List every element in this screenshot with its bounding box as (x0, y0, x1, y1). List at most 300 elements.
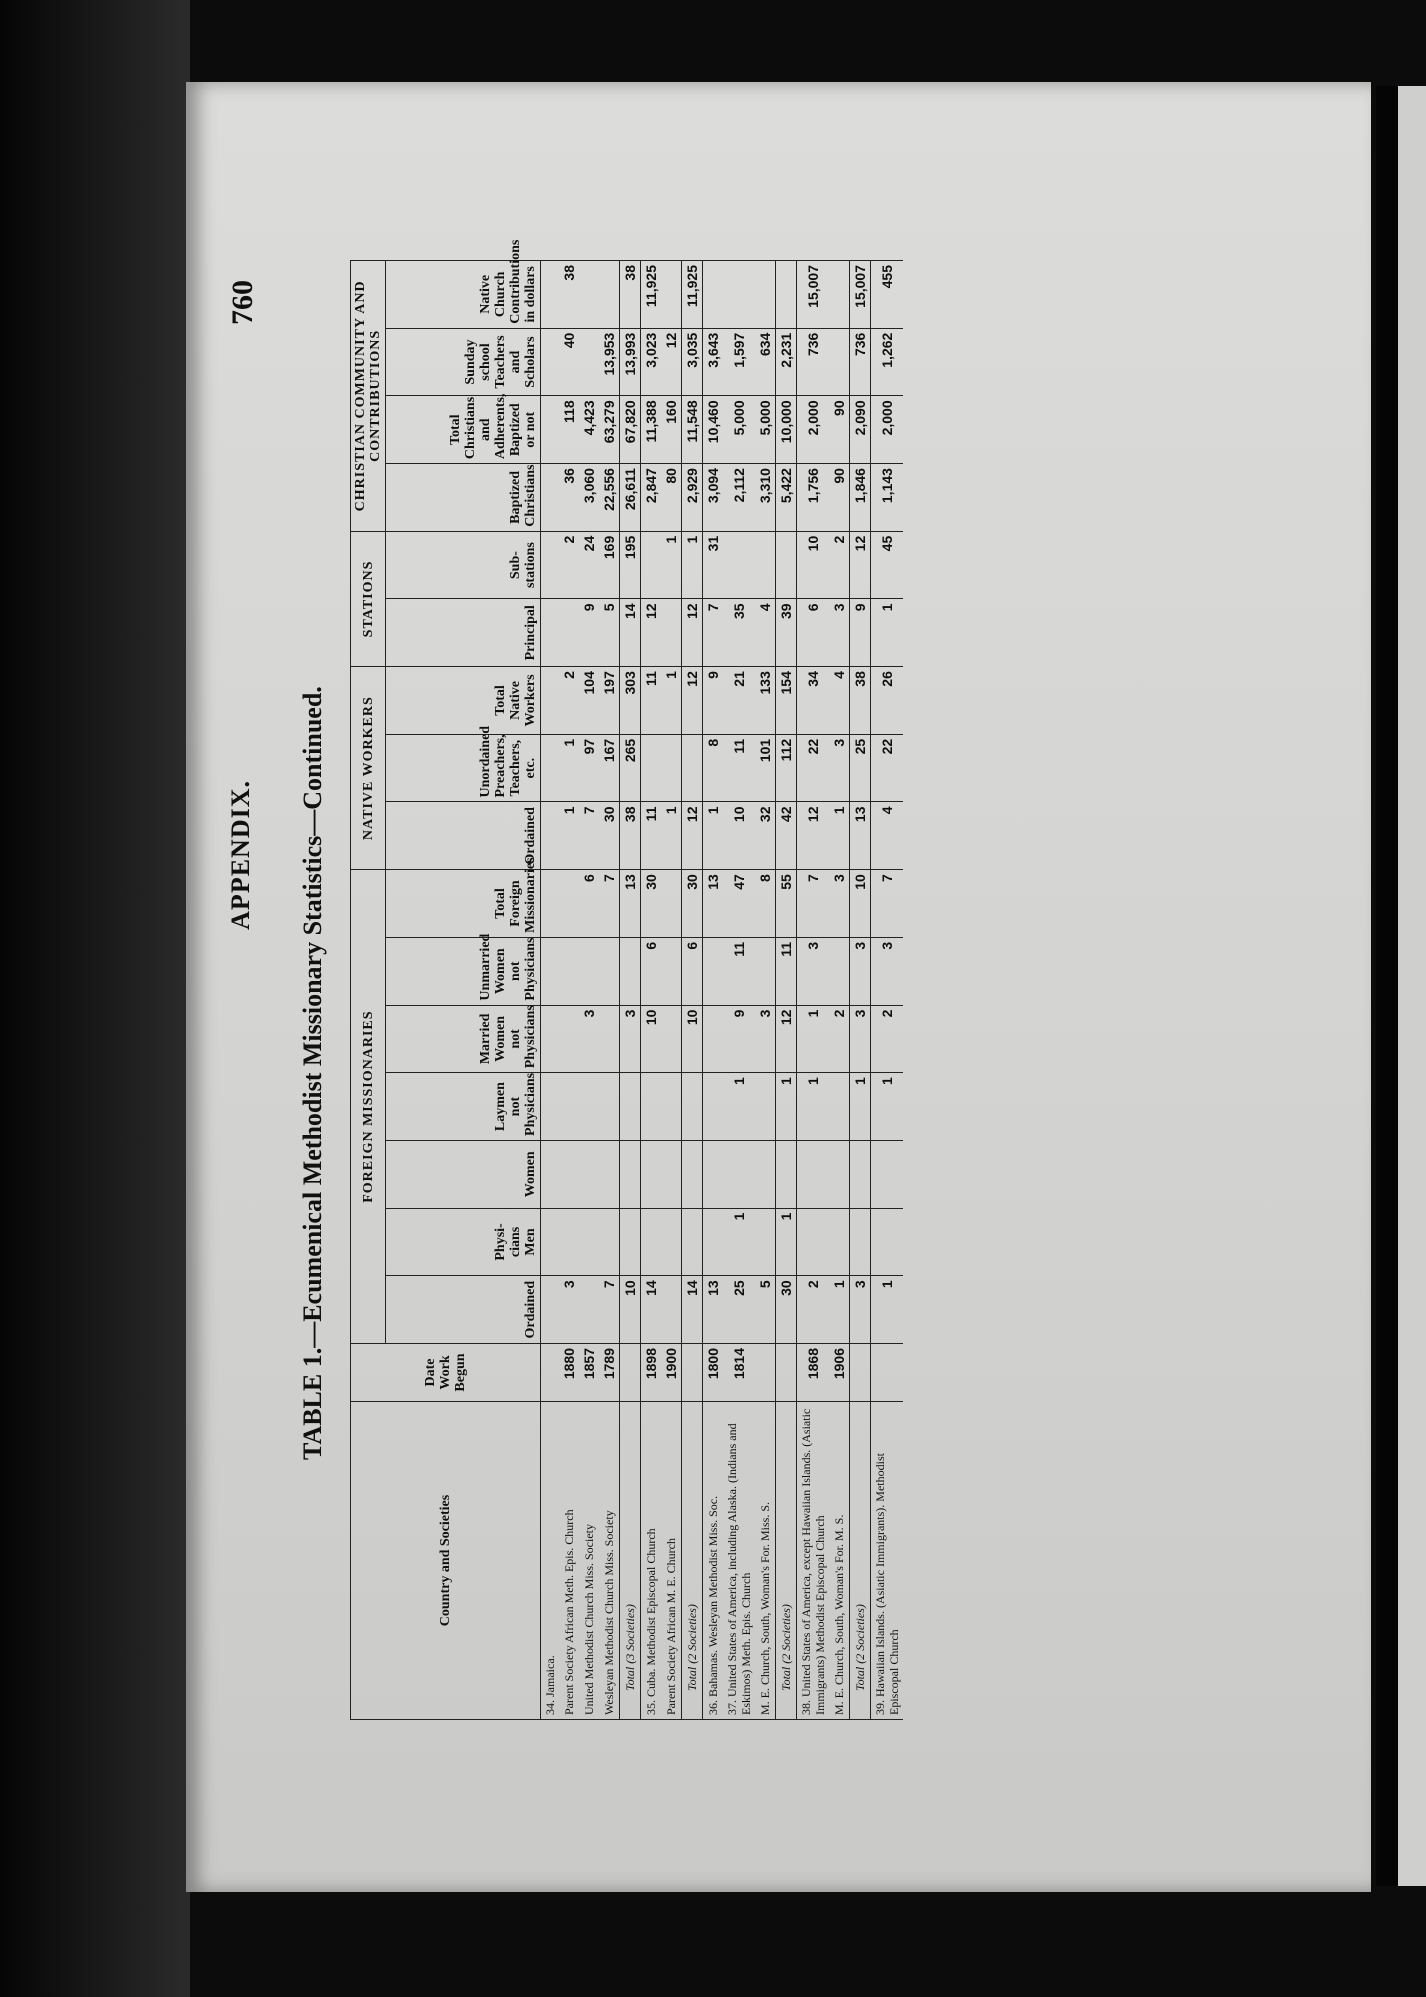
cell-unord: 8 (703, 734, 724, 802)
cell-con (776, 261, 797, 329)
running-head: APPENDIX. (226, 780, 255, 930)
cell-unm: 11 (723, 937, 755, 1005)
facing-page-edge (1376, 86, 1426, 1886)
cell-bap: 1,143 (871, 464, 904, 532)
cell-ss: 736 (797, 328, 830, 396)
cell-ord: 14 (641, 1276, 662, 1344)
cell-date (541, 1344, 560, 1402)
cell-tf (541, 870, 560, 938)
cell-men (661, 1208, 682, 1276)
cell-tn: 303 (620, 667, 641, 735)
cell-tn: 1 (661, 667, 682, 735)
cell-lay: 1 (871, 1073, 904, 1141)
cell-prin: 39 (776, 599, 797, 667)
cell-lay (541, 1073, 560, 1141)
cell-unm: 3 (871, 937, 904, 1005)
table-row (829, 261, 850, 1720)
cell-sub (755, 531, 776, 599)
cell-date: 1906 (829, 1344, 850, 1402)
cell-ss: 3,023 (641, 328, 662, 396)
cell-ss: 13,993 (620, 328, 641, 396)
rotated-page-content (220, 239, 1020, 1720)
cell-unm (541, 937, 560, 1005)
cell-nord: 38 (620, 802, 641, 870)
table-row (559, 261, 579, 1720)
cell-mar: 9 (723, 1005, 755, 1073)
table-row (620, 261, 641, 1720)
cell-men (579, 1208, 599, 1276)
cell-unord: 112 (776, 734, 797, 802)
cell-ss (829, 328, 850, 396)
cell-date (850, 1344, 871, 1402)
cell-sub: 2 (559, 531, 579, 599)
cell-mar: 3 (850, 1005, 871, 1073)
cell-date (776, 1344, 797, 1402)
cell-mar: 2 (871, 1005, 904, 1073)
cell-prin: 6 (797, 599, 830, 667)
cell-date: 1898 (641, 1344, 662, 1402)
cell-ss: 13,953 (599, 328, 620, 396)
table-row (723, 261, 755, 1720)
cell-men (850, 1208, 871, 1276)
cell-unord (641, 734, 662, 802)
cell-bap: 80 (661, 464, 682, 532)
row-label: 39. Hawaiian Islands. (Asiatic Immigrants). Methodist Episcopal Church (871, 1402, 904, 1720)
cell-prin: 14 (620, 599, 641, 667)
total-christians-header: Total Christians and Adherents, Baptized or not (386, 396, 541, 464)
cell-tn (541, 667, 560, 735)
cell-unm (755, 937, 776, 1005)
native-ordained-header: Ordained (386, 802, 541, 870)
cell-nord: 10 (723, 802, 755, 870)
cell-tf: 30 (641, 870, 662, 938)
cell-prin: 9 (579, 599, 599, 667)
cell-unord: 25 (850, 734, 871, 802)
cell-bap: 2,847 (641, 464, 662, 532)
cell-men (797, 1208, 830, 1276)
cell-women (829, 1140, 850, 1208)
cell-sub (776, 531, 797, 599)
group-native-workers: NATIVE WORKERS (351, 667, 386, 870)
cell-unord: 22 (871, 734, 904, 802)
row-label: Total (2 Societies) (776, 1402, 797, 1720)
cell-con (829, 261, 850, 329)
cell-women (599, 1140, 620, 1208)
cell-tc: 118 (559, 396, 579, 464)
cell-nord: 1 (829, 802, 850, 870)
cell-ss: 3,035 (682, 328, 703, 396)
cell-tn: 26 (871, 667, 904, 735)
baptized-header: Baptized Christians (386, 464, 541, 532)
cell-women (850, 1140, 871, 1208)
cell-bap: 2,112 (723, 464, 755, 532)
cell-mar (703, 1005, 724, 1073)
table-row (871, 261, 904, 1720)
unordained-header: Unordained Preachers, Teachers, etc. (386, 734, 541, 802)
cell-tf: 47 (723, 870, 755, 938)
cell-con (541, 261, 560, 329)
cell-con: 38 (559, 261, 579, 329)
laymen-header: Laymen not Physicians (386, 1073, 541, 1141)
cell-women (871, 1140, 904, 1208)
cell-ss (579, 328, 599, 396)
cell-ord: 1 (829, 1276, 850, 1344)
table-row (661, 261, 682, 1720)
cell-lay (829, 1073, 850, 1141)
cell-tc: 90 (829, 396, 850, 464)
cell-nord (541, 802, 560, 870)
table-title: TABLE 1.—Ecumenical Methodist Missionary Statistics—Continued. (298, 686, 327, 1460)
cell-lay (599, 1073, 620, 1141)
cell-men: 1 (723, 1208, 755, 1276)
cell-con: 11,925 (641, 261, 662, 329)
cell-date (755, 1344, 776, 1402)
cell-con (723, 261, 755, 329)
cell-unm: 6 (682, 937, 703, 1005)
cell-tf (559, 870, 579, 938)
cell-nord: 12 (797, 802, 830, 870)
cell-lay: 1 (850, 1073, 871, 1141)
cell-mar (661, 1005, 682, 1073)
cell-women (723, 1140, 755, 1208)
cell-unm (559, 937, 579, 1005)
cell-bap: 3,060 (579, 464, 599, 532)
cell-sub: 1 (682, 531, 703, 599)
cell-women (641, 1140, 662, 1208)
group-christian-community: CHRISTIAN COMMUNITY AND CONTRIBUTIONS (351, 261, 386, 532)
cell-tn: 34 (797, 667, 830, 735)
table-row (850, 261, 871, 1720)
cell-date: 1880 (559, 1344, 579, 1402)
cell-ss: 634 (755, 328, 776, 396)
cell-bap (541, 464, 560, 532)
cell-unord (541, 734, 560, 802)
cell-mar: 10 (682, 1005, 703, 1073)
cell-unord: 1 (559, 734, 579, 802)
cell-unord: 3 (829, 734, 850, 802)
cell-lay (682, 1073, 703, 1141)
cell-unm (579, 937, 599, 1005)
cell-ss: 1,262 (871, 328, 904, 396)
sunday-school-header: Sunday school Teachers and Scholars (386, 328, 541, 396)
cell-bap: 3,094 (703, 464, 724, 532)
cell-tf: 55 (776, 870, 797, 938)
total-foreign-header: Total Foreign Missionaries (386, 870, 541, 938)
cell-nord: 1 (703, 802, 724, 870)
cell-date: 1814 (723, 1344, 755, 1402)
cell-sub: 12 (850, 531, 871, 599)
cell-women (559, 1140, 579, 1208)
cell-mar: 10 (641, 1005, 662, 1073)
principal-header: Principal (386, 599, 541, 667)
cell-sub: 195 (620, 531, 641, 599)
cell-date: 1868 (797, 1344, 830, 1402)
cell-date: 1789 (599, 1344, 620, 1402)
cell-prin: 3 (829, 599, 850, 667)
physicians-men-header (386, 1208, 541, 1276)
married-women-header: Married Women not Physicians (386, 1005, 541, 1073)
cell-con (579, 261, 599, 329)
cell-con: 15,007 (850, 261, 871, 329)
table-body (541, 261, 904, 1720)
cell-sub (641, 531, 662, 599)
cell-men (829, 1208, 850, 1276)
cell-men (641, 1208, 662, 1276)
cell-ss: 40 (559, 328, 579, 396)
cell-ss (541, 328, 560, 396)
cell-lay: 1 (797, 1073, 830, 1141)
cell-bap: 2,929 (682, 464, 703, 532)
cell-ord (579, 1276, 599, 1344)
men-label: Men (523, 1228, 538, 1256)
row-label: Wesleyan Methodist Church Miss. Society (599, 1402, 620, 1720)
cell-tc: 2,000 (797, 396, 830, 464)
cell-men (559, 1208, 579, 1276)
table-row (703, 261, 724, 1720)
cell-men (682, 1208, 703, 1276)
page-header (220, 260, 290, 1720)
cell-tc: 5,000 (755, 396, 776, 464)
cell-tf: 13 (620, 870, 641, 938)
cell-bap: 1,756 (797, 464, 830, 532)
group-stations: STATIONS (351, 531, 386, 666)
cell-prin: 5 (599, 599, 620, 667)
cell-lay (661, 1073, 682, 1141)
row-label: Total (3 Societies) (620, 1402, 641, 1720)
group-foreign-missionaries: FOREIGN MISSIONARIES (351, 870, 386, 1344)
table-row (776, 261, 797, 1720)
cell-tc: 10,000 (776, 396, 797, 464)
cell-tf: 13 (703, 870, 724, 938)
cell-ord (661, 1276, 682, 1344)
cell-mar: 3 (755, 1005, 776, 1073)
table-row (579, 261, 599, 1720)
cell-lay (755, 1073, 776, 1141)
cell-tn: 2 (559, 667, 579, 735)
cell-nord: 30 (599, 802, 620, 870)
cell-tf: 3 (829, 870, 850, 938)
ordained-header: Ordained (386, 1276, 541, 1344)
table-row (599, 261, 620, 1720)
cell-nord: 7 (579, 802, 599, 870)
cell-women (541, 1140, 560, 1208)
row-label: Total (2 Societies) (682, 1402, 703, 1720)
cell-con (661, 261, 682, 329)
cell-tc: 11,388 (641, 396, 662, 464)
cell-women (579, 1140, 599, 1208)
cell-women (620, 1140, 641, 1208)
cell-unord: 97 (579, 734, 599, 802)
cell-tc: 11,548 (682, 396, 703, 464)
cell-unm: 11 (776, 937, 797, 1005)
cell-date (620, 1344, 641, 1402)
cell-date (871, 1344, 904, 1402)
row-label: 38. United States of America, except Hawaiian Islands. (Asiatic Immigrants) Methodist Episcopal Church (797, 1402, 830, 1720)
cell-con: 11,925 (682, 261, 703, 329)
cell-unord: 11 (723, 734, 755, 802)
cell-tf (661, 870, 682, 938)
cell-bap: 36 (559, 464, 579, 532)
cell-prin (559, 599, 579, 667)
contributions-header: Native Church Contributions in dollars (386, 261, 541, 329)
cell-sub: 24 (579, 531, 599, 599)
cell-ord: 30 (776, 1276, 797, 1344)
cell-unm (599, 937, 620, 1005)
cell-con: 455 (871, 261, 904, 329)
cell-date: 1900 (661, 1344, 682, 1402)
substations-header: Sub-stations (386, 531, 541, 599)
cell-prin: 7 (703, 599, 724, 667)
cell-mar (599, 1005, 620, 1073)
physicians-label: Physi-cians (493, 1223, 523, 1261)
cell-men (541, 1208, 560, 1276)
cell-tn: 12 (682, 667, 703, 735)
cell-tn: 197 (599, 667, 620, 735)
cell-tf: 7 (871, 870, 904, 938)
cell-ss: 736 (850, 328, 871, 396)
row-label: Total (2 Societies) (850, 1402, 871, 1720)
cell-tf: 8 (755, 870, 776, 938)
cell-tc: 2,000 (871, 396, 904, 464)
cell-unm (829, 937, 850, 1005)
cell-tn: 4 (829, 667, 850, 735)
cell-tn: 133 (755, 667, 776, 735)
date-header: Date Work Begun (351, 1344, 541, 1402)
cell-tc: 4,423 (579, 396, 599, 464)
cell-unord: 167 (599, 734, 620, 802)
table-row (797, 261, 830, 1720)
table-row (541, 261, 560, 1720)
cell-sub: 2 (829, 531, 850, 599)
row-label: United Methodist Church Miss. Society (579, 1402, 599, 1720)
cell-prin: 35 (723, 599, 755, 667)
cell-ord: 14 (682, 1276, 703, 1344)
cell-lay (620, 1073, 641, 1141)
cell-nord: 1 (559, 802, 579, 870)
cell-unm (620, 937, 641, 1005)
cell-sub: 10 (797, 531, 830, 599)
row-label: 34. Jamaica. (541, 1402, 560, 1720)
row-label: M. E. Church, South, Woman's For. Miss. S. (755, 1402, 776, 1720)
cell-bap: 5,422 (776, 464, 797, 532)
cell-unm (661, 937, 682, 1005)
row-label: 36. Bahamas. Wesleyan Methodist Miss. Soc. (703, 1402, 724, 1720)
cell-sub: 169 (599, 531, 620, 599)
cell-nord: 1 (661, 802, 682, 870)
cell-women (682, 1140, 703, 1208)
cell-unm: 3 (850, 937, 871, 1005)
cell-unord: 22 (797, 734, 830, 802)
cell-ord: 7 (599, 1276, 620, 1344)
cell-lay: 1 (776, 1073, 797, 1141)
cell-mar: 3 (579, 1005, 599, 1073)
cell-tn: 9 (703, 667, 724, 735)
cell-bap: 26,611 (620, 464, 641, 532)
cell-mar: 3 (620, 1005, 641, 1073)
country-header: Country and Societies (351, 1402, 541, 1720)
cell-prin: 1 (871, 599, 904, 667)
cell-lay (641, 1073, 662, 1141)
cell-nord: 11 (641, 802, 662, 870)
cell-tc: 160 (661, 396, 682, 464)
cell-nord: 13 (850, 802, 871, 870)
cell-ord: 25 (723, 1276, 755, 1344)
cell-men (871, 1208, 904, 1276)
cell-ss: 3,643 (703, 328, 724, 396)
cell-prin: 12 (641, 599, 662, 667)
cell-mar: 1 (797, 1005, 830, 1073)
cell-lay (579, 1073, 599, 1141)
cell-ord: 5 (755, 1276, 776, 1344)
group-header-row (351, 261, 386, 1720)
women-header: Women (386, 1140, 541, 1208)
cell-men (703, 1208, 724, 1276)
cell-con (703, 261, 724, 329)
cell-date: 1857 (579, 1344, 599, 1402)
cell-mar: 12 (776, 1005, 797, 1073)
cell-tf: 7 (599, 870, 620, 938)
cell-tf: 30 (682, 870, 703, 938)
cell-con (755, 261, 776, 329)
cell-prin: 12 (682, 599, 703, 667)
cell-unord (661, 734, 682, 802)
cell-prin (541, 599, 560, 667)
cell-bap: 22,556 (599, 464, 620, 532)
cell-sub (541, 531, 560, 599)
cell-con: 38 (620, 261, 641, 329)
cell-ss: 1,597 (723, 328, 755, 396)
cell-ord: 3 (559, 1276, 579, 1344)
cell-tc: 10,460 (703, 396, 724, 464)
cell-ss: 2,231 (776, 328, 797, 396)
cell-prin (661, 599, 682, 667)
cell-bap: 1,846 (850, 464, 871, 532)
cell-tn: 38 (850, 667, 871, 735)
row-label: 35. Cuba. Methodist Episcopal Church (641, 1402, 662, 1720)
cell-lay (703, 1073, 724, 1141)
cell-ord: 1 (871, 1276, 904, 1344)
cell-mar (541, 1005, 560, 1073)
cell-tn: 154 (776, 667, 797, 735)
cell-women (776, 1140, 797, 1208)
scan-dark-margin (0, 0, 190, 1997)
cell-women (755, 1140, 776, 1208)
cell-tf: 10 (850, 870, 871, 938)
table-row (755, 261, 776, 1720)
cell-mar (559, 1005, 579, 1073)
cell-ss: 12 (661, 328, 682, 396)
cell-nord: 12 (682, 802, 703, 870)
row-label: Parent Society African Meth. Epis. Church (559, 1402, 579, 1720)
cell-men (620, 1208, 641, 1276)
cell-tc (541, 396, 560, 464)
cell-prin: 9 (850, 599, 871, 667)
cell-lay (559, 1073, 579, 1141)
cell-date (682, 1344, 703, 1402)
cell-tc: 67,820 (620, 396, 641, 464)
row-label: Parent Society African M. E. Church (661, 1402, 682, 1720)
cell-sub: 45 (871, 531, 904, 599)
cell-sub (723, 531, 755, 599)
cell-men: 1 (776, 1208, 797, 1276)
cell-nord: 32 (755, 802, 776, 870)
cell-tn: 104 (579, 667, 599, 735)
cell-ord: 2 (797, 1276, 830, 1344)
cell-tc: 63,279 (599, 396, 620, 464)
cell-tn: 21 (723, 667, 755, 735)
cell-lay: 1 (723, 1073, 755, 1141)
cell-tc: 2,090 (850, 396, 871, 464)
